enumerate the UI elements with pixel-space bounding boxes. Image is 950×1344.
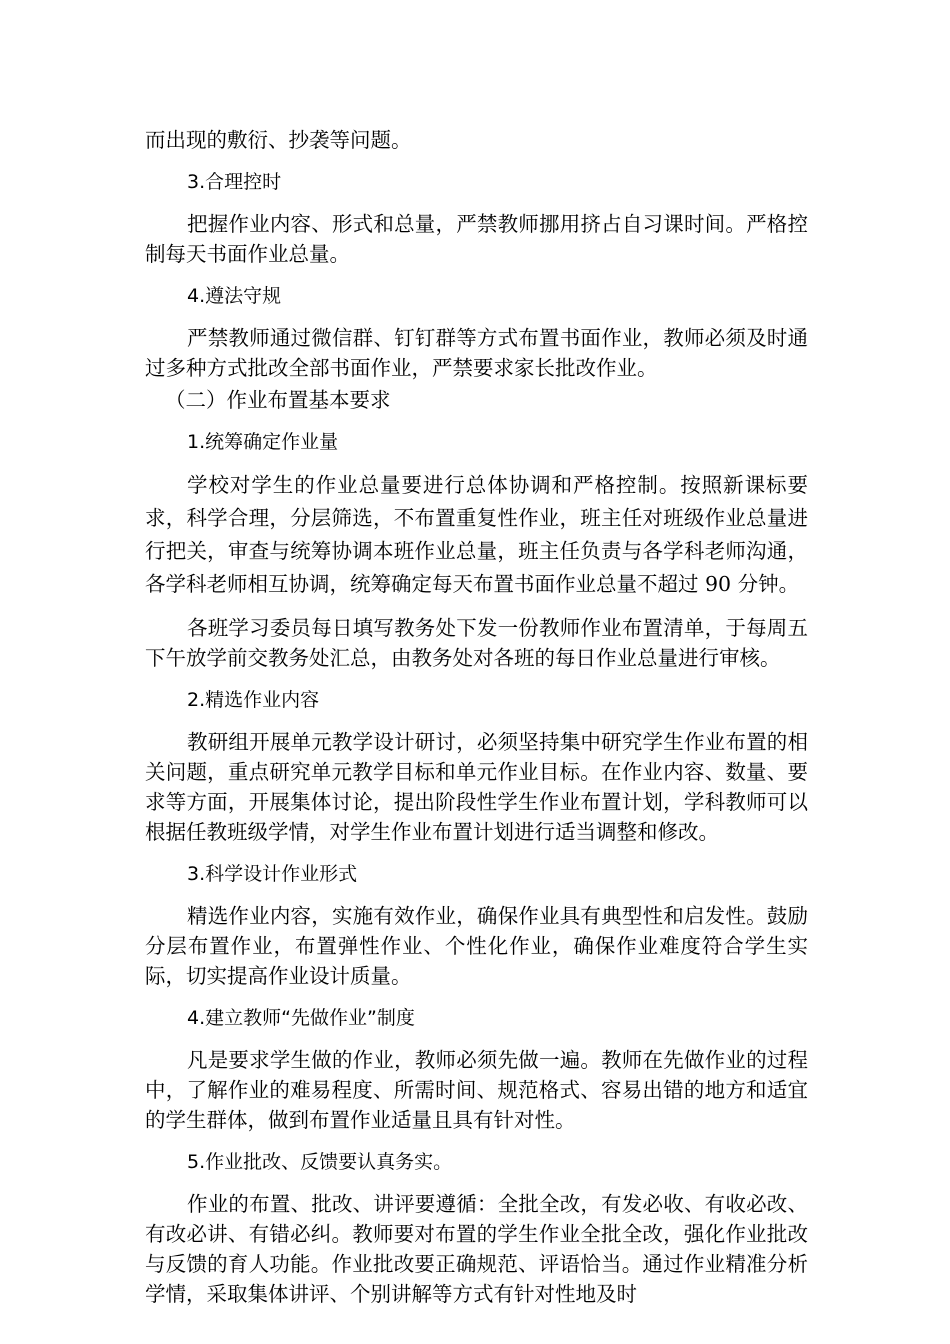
document-body	[145, 125, 808, 1321]
heading-reasonable-time: 3.合理控时	[187, 171, 282, 193]
heading-grading-feedback: 5.作业批改、反馈要认真务实。	[187, 1151, 453, 1173]
paragraph-grading-feedback: 作业的布置、批改、讲评要遵循：全批全改，有发必收、有收必改、有改必讲、有错必纠。教师要对布置的学生作业全批全改，强化作业批改与反馈的育人功能。作业批改要正确规范、评语恰当。通过作业精准分析学情，采取集体讲评、个别讲解等方式有针对性地及时	[145, 1192, 808, 1306]
paragraph-design-form: 精选作业内容，实施有效作业，确保作业具有典型性和启发性。鼓励分层布置作业，布置弹性作业、个性化作业，确保作业难度符合学生实际，切实提高作业设计质量。	[145, 904, 808, 988]
heading-law-compliance: 4.遵法守规	[187, 285, 282, 307]
heading-select-content: 2.精选作业内容	[187, 689, 320, 711]
paragraph-time-control: 把握作业内容、形式和总量，严禁教师挪用挤占自习课时间。严格控制每天书面作业总量。	[145, 212, 808, 266]
paragraph-continuation: 而出现的敷衍、抄袭等问题。	[145, 128, 412, 152]
paragraph-homework-amount: 学校对学生的作业总量要进行总体协调和严格控制。按照新课标要求，科学合理，分层筛选，不布置重复性作业，班主任对班级作业总量进行把关，审查与统筹协调本班作业总量，班主任负责与各学科老师沟通，各学科老师相互协调，统筹确定每天布置书面作业总量不超过 90 分钟。	[145, 473, 808, 596]
heading-homework-amount: 1.统筹确定作业量	[187, 431, 339, 453]
paragraph-teacher-first: 凡是要求学生做的作业，教师必须先做一遍。教师在先做作业的过程中，了解作业的难易程度、所需时间、规范格式、容易出错的地方和适宜的学生群体，做到布置作业适量且具有针对性。	[145, 1048, 808, 1132]
paragraph-law-compliance: 严禁教师通过微信群、钉钉群等方式布置书面作业，教师必须及时通过多种方式批改全部书面作业，严禁要求家长批改作业。	[145, 326, 808, 380]
section-heading-basic-requirements: （二）作业布置基本要求	[165, 388, 391, 412]
heading-design-form: 3.科学设计作业形式	[187, 863, 358, 885]
paragraph-select-content: 教研组开展单元教学设计研讨，必须坚持集中研究学生作业布置的相关问题，重点研究单元教学目标和单元作业目标。在作业内容、数量、要求等方面，开展集体讨论，提出阶段性学生作业布置计划，学科教师可以根据任教班级学情，对学生作业布置计划进行适当调整和修改。	[145, 730, 808, 844]
paragraph-homework-checklist: 各班学习委员每日填写教务处下发一份教师作业布置清单，于每周五下午放学前交教务处汇总，由教务处对各班的每日作业总量进行审核。	[145, 616, 808, 670]
heading-teacher-first: 4.建立教师“先做作业”制度	[187, 1007, 415, 1029]
